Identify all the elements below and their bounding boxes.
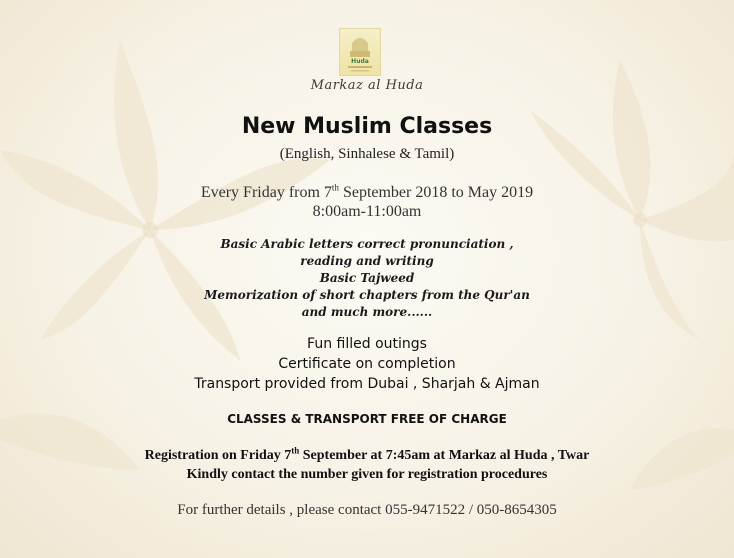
registration-rest: September at 7:45am at Markaz al Huda , Twar — [299, 448, 590, 463]
topic-item: reading and writing — [300, 254, 434, 268]
page-title: New Muslim Classes — [241, 114, 493, 139]
topic-item: and much more...... — [301, 305, 433, 319]
markaz-logo — [339, 28, 381, 76]
topic-item: Basic Arabic letters correct pronunciation , — [220, 237, 514, 251]
languages-subtitle: (English, Sinhalese & Tamil) — [279, 146, 455, 162]
registration-ordinal: th — [291, 445, 300, 456]
registration-prefix: Registration on Friday 7 — [144, 448, 292, 463]
feature-item: Certificate on completion — [278, 356, 456, 372]
topic-item: Memorization of short chapters from the Qur'an — [204, 288, 530, 302]
contact-details: For further details , please contact 055-9471522 / 050-8654305 — [177, 502, 557, 518]
schedule-ordinal: th — [331, 182, 339, 193]
schedule-prefix: Every Friday from 7 — [200, 184, 332, 201]
feature-item: Fun filled outings — [307, 336, 427, 352]
logo-icon — [340, 29, 380, 75]
free-of-charge-notice: CLASSES & TRANSPORT FREE OF CHARGE — [227, 412, 507, 426]
schedule-dates — [0, 184, 734, 202]
organization-name: Markaz al Huda — [310, 78, 424, 93]
registration-instructions: Kindly contact the number given for registration procedures — [186, 467, 548, 482]
schedule-rest: September 2018 to May 2019 — [338, 184, 534, 201]
svg-text:Huda: Huda — [351, 58, 369, 65]
topic-item: Basic Tajweed — [319, 271, 415, 285]
registration-details — [0, 445, 734, 464]
schedule-time: 8:00am-11:00am — [312, 203, 422, 220]
feature-item: Transport provided from Dubai , Sharjah & Ajman — [194, 376, 540, 392]
